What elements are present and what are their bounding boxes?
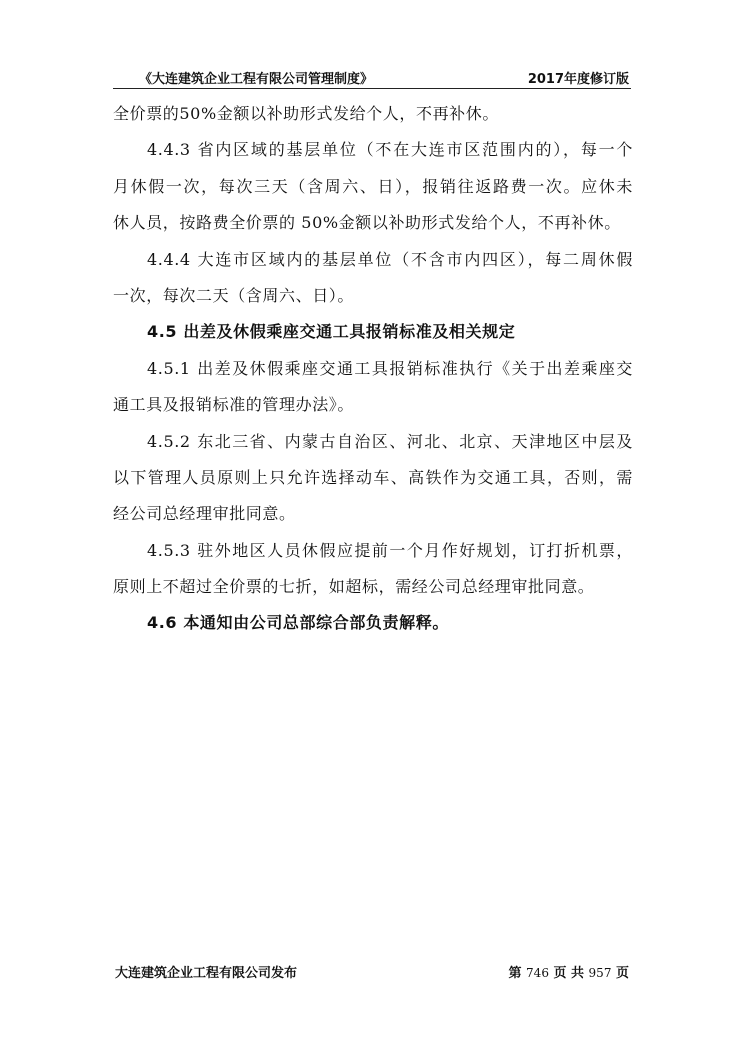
page-mid: 页 共 [553, 966, 585, 981]
paragraph-line: 4.5.3 驻外地区人员休假应提前一个月作好规划，订打折机票， [147, 540, 633, 560]
header-edition: 2017年度修订版 [527, 72, 629, 87]
paragraph-line: 经公司总经理审批同意。 [113, 504, 296, 524]
paragraph-line: 以下管理人员原则上只允许选择动车、高铁作为交通工具，否则，需 [113, 467, 633, 487]
paragraph-line: 通工具及报销标准的管理办法》。 [113, 395, 355, 415]
page-header [113, 66, 631, 89]
section-heading-4-5: 4.5 出差及休假乘座交通工具报销标准及相关规定 [147, 322, 516, 342]
paragraph-line: 4.5.1 出差及休假乘座交通工具报销标准执行《关于出差乘座交 [147, 358, 633, 378]
paragraph-line: 原则上不超过全价票的七折，如超标，需经公司总经理审批同意。 [113, 577, 595, 597]
paragraph-line: 月休假一次，每次三天（含周六、日），报销往返路费一次。应休未 [113, 176, 633, 196]
page-footer [113, 962, 631, 982]
paragraph-line: 4.4.4 大连市区域内的基层单位（不含市内四区），每二周休假 [147, 249, 633, 269]
paragraph-line: 4.5.2 东北三省、内蒙古自治区、河北、北京、天津地区中层及 [147, 431, 633, 451]
page-current: 746 [526, 966, 549, 980]
paragraph-line: 全价票的50%金额以补助形式发给个人，不再补休。 [113, 104, 499, 123]
page-number [509, 962, 630, 981]
section-heading-4-6: 4.6 本通知由公司总部综合部负责解释。 [147, 613, 449, 633]
footer-publisher: 大连建筑企业工程有限公司发布 [115, 966, 298, 981]
page-total: 957 [588, 966, 612, 980]
paragraph-line: 休人员，按路费全价票的 50%金额以补助形式发给个人，不再补休。 [113, 213, 621, 233]
page-suffix: 页 [615, 966, 629, 981]
paragraph-line: 4.4.3 省内区域的基层单位（不在大连市区范围内的），每一个 [147, 140, 633, 160]
header-document-title: 《大连建筑企业工程有限公司管理制度》 [139, 72, 374, 87]
page-prefix: 第 [508, 966, 522, 981]
document-body [113, 96, 633, 642]
paragraph-line: 一次，每次二天（含周六、日）。 [113, 285, 355, 305]
